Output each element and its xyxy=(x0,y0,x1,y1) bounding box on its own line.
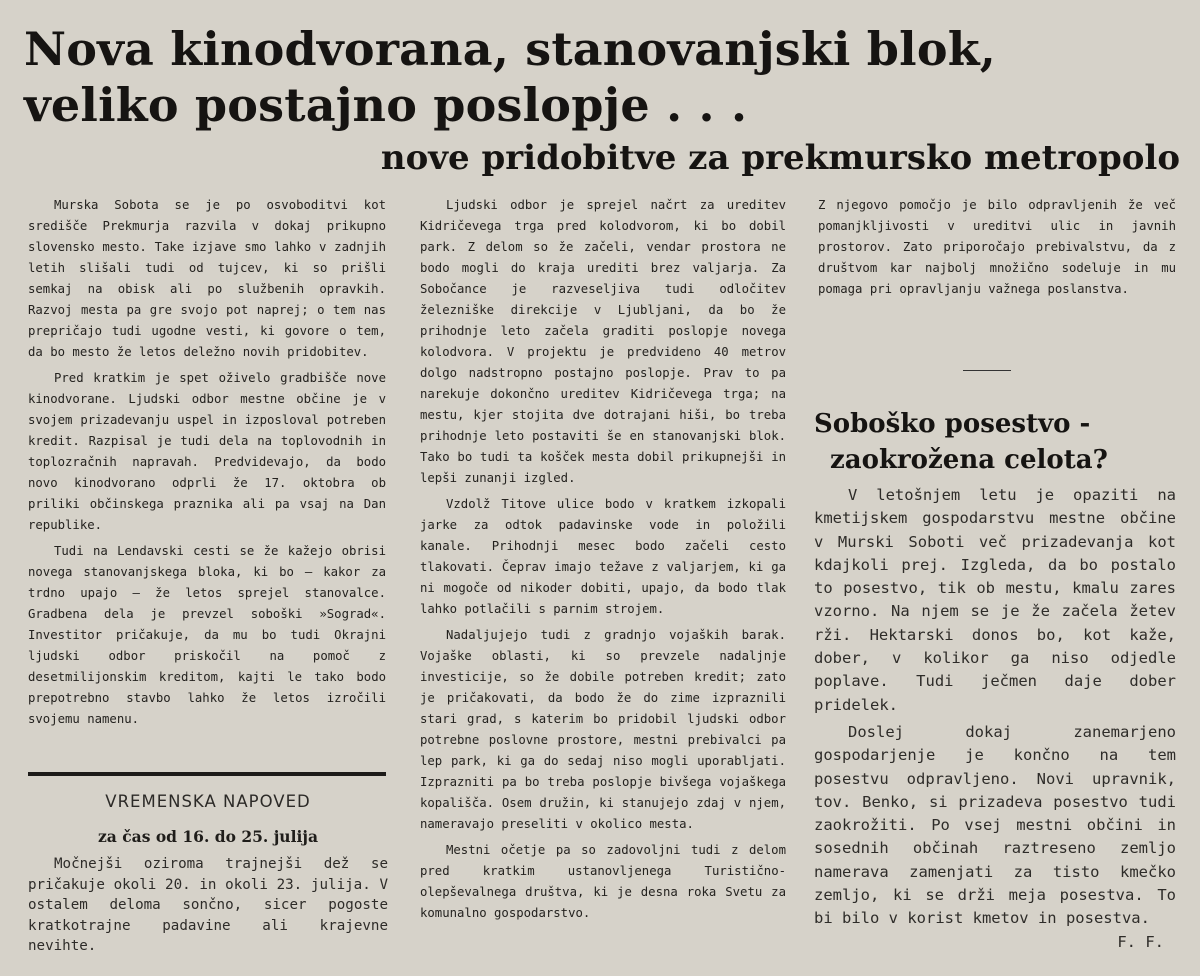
weather-forecast-box xyxy=(28,790,388,957)
headline-line-2: veliko postajno poslopje . . . xyxy=(24,78,748,132)
article-paragraph: Murska Sobota se je po osvoboditvi kot središče Prekmurja razvila v dokaj prikupno slovensko mesto. Take izjave smo lahko v zadnjih letih slišali tudi od tujcev, ki so prišli semkaj na obisk ali po službenih opravkih. Razvoj mesta pa gre svojo pot naprej; o tem nas prepričajo tudi ugodne vesti, ki govore o tem, da bo mesto že letos deležno novih pridobitev. xyxy=(28,198,386,359)
article-paragraph: Nadaljujejo tudi z gradnjo vojaških barak. Vojaške oblasti, ki so prevzele nadaljnje investicije, so že dobile potreben kredit; zato je pričakovati, da bodo že do zime izpraznili stari grad, s katerim bo pridobil ljudski odbor potrebne poslovne prostore, mestni prebivalci pa lep park, ki ga do sedaj niso mogli uporabljati. Izprazniti pa bo treba poslopje bivšega vojaškega kopališča. Osem družin, ki stanujejo zdaj v njem, nameravajo preseliti v okolico mesta. xyxy=(420,628,786,831)
article-column-3 xyxy=(818,195,1176,305)
side-article-title xyxy=(814,406,1186,478)
article-paragraph: V letošnjem letu je opaziti na kmetijskem gospodarstvu mestne občine v Murski Soboti več prizadevanja kot kdajkoli prej. Izgleda, da bo postalo to posestvo, tik ob mestu, kmalu zares vzorno. Na njem se je že začela žetev rži. Hektarski donos bo, kot kaže, dober, v kolikor ga niso odjedle poplave. Tudi ječmen daje dober pridelek. xyxy=(814,486,1176,714)
author-signature: F. F. xyxy=(1117,932,1164,951)
column-divider-dash xyxy=(963,370,1011,371)
article-paragraph: Mestni očetje pa so zadovoljni tudi z delom pred kratkim ustanovljenega Turistično-olepševalnega društva, ki je desna roka Svetu za komunalno gospodarstvo. xyxy=(420,843,786,920)
weather-text: Močnejši oziroma trajnejši dež se pričakuje okoli 20. in okoli 23. julija. V ostalem deloma sončno, sicer pogoste kratkotrajne padavine ali krajevne nevihte. xyxy=(28,856,388,954)
article-column-2 xyxy=(420,195,786,929)
article-column-1 xyxy=(28,195,386,735)
headline-line-1: Nova kinodvorana, stanovanjski blok, xyxy=(24,22,997,76)
article-paragraph: Pred kratkim je spet oživelo gradbišče nove kinodvorane. Ljudski odbor mestne občine je v svojem prizadevanju uspel in izposloval potreben kredit. Razpisal je tudi dela na toplovodnih in toplozračnih napravah. Predvidevajo, da bodo novo kinodvorano odprli že 17. oktobra ob priliki občinskega praznika ali pa vsaj na Dan republike. xyxy=(28,371,386,532)
weather-title: VREMENSKA NAPOVED xyxy=(105,792,311,811)
subheadline: nove pridobitve za prekmursko metropolo xyxy=(380,138,1180,178)
article-paragraph: Ljudski odbor je sprejel načrt za ureditev Kidričevega trga pred kolodvorom, ki bo dobil park. Z delom so že začeli, vendar prostora ne bodo mogli do kraja urediti brez valjarja. Za Sobočance je razveseljiva tudi odločitev železniške direkcije v Ljubljani, da bo že prihodnje leto začela graditi poslopje novega kolodvora. V projektu je predvideno 40 metrov dolgo nadstropno postajno poslopje. Prav to pa narekuje dokončno ureditev Kidričevega trga; na mestu, kjer stojita dve dotrajani hiši, bo treba prihodnje leto postaviti še en stanovanjski blok. Tako bo tudi ta košček mesta dobil prikupnejši in lepši zunanji izgled. xyxy=(420,198,786,485)
side-title-line-1: Soboško posestvo - xyxy=(814,409,1091,439)
weather-period: za čas od 16. do 25. julija xyxy=(97,827,319,846)
section-divider-rule xyxy=(28,772,386,776)
side-article-body xyxy=(814,484,1176,954)
article-paragraph: Vzdolž Titove ulice bodo v kratkem izkopali jarke za odtok padavinske vode in položili kanale. Prihodnji mesec bodo začeli cesto tlakovati. Čeprav imajo težave z valjarjem, ki ga ni mogoče od nikoder dobiti, upajo, da bodo tlak lahko potlačili s parnim strojem. xyxy=(420,497,786,616)
side-title-line-2: zaokrožena celota? xyxy=(830,445,1108,475)
article-paragraph: Tudi na Lendavski cesti se že kažejo obrisi novega stanovanjskega bloka, ki bo — kakor za trdno upajo — že letos sprejel stanovalce. Gradbena dela je prevzel soboški »Sograd«. Investitor pričakuje, da mu bo tudi Okrajni ljudski odbor priskočil na pomoč z desetmilijonskim kreditom, kajti le tako bodo prepotrebno stavbo lahko že letos izročili svojemu namenu. xyxy=(28,544,386,726)
article-paragraph: Doslej dokaj zanemarjeno gospodarjenje je končno na tem posestvu odpravljeno. Novi upravnik, tov. Benko, si prizadeva posestvo tudi zaokrožiti. Po vsej mestni občini in sosednih občinah raztreseno zemljo namerava zamenjati za tisto kmečko zemljo, ki se drži meja posestva. To bi bilo v korist kmetov in posestva. F. F. xyxy=(814,721,1176,931)
article-paragraph: Z njegovo pomočjo je bilo odpravljenih že več pomanjkljivosti v ureditvi ulic in javnih prostorov. Zato priporočajo prebivalstvu, da z društvom kar najbolj množično sodeluje in mu pomaga pri opravljanju važnega poslanstva. xyxy=(818,198,1176,296)
